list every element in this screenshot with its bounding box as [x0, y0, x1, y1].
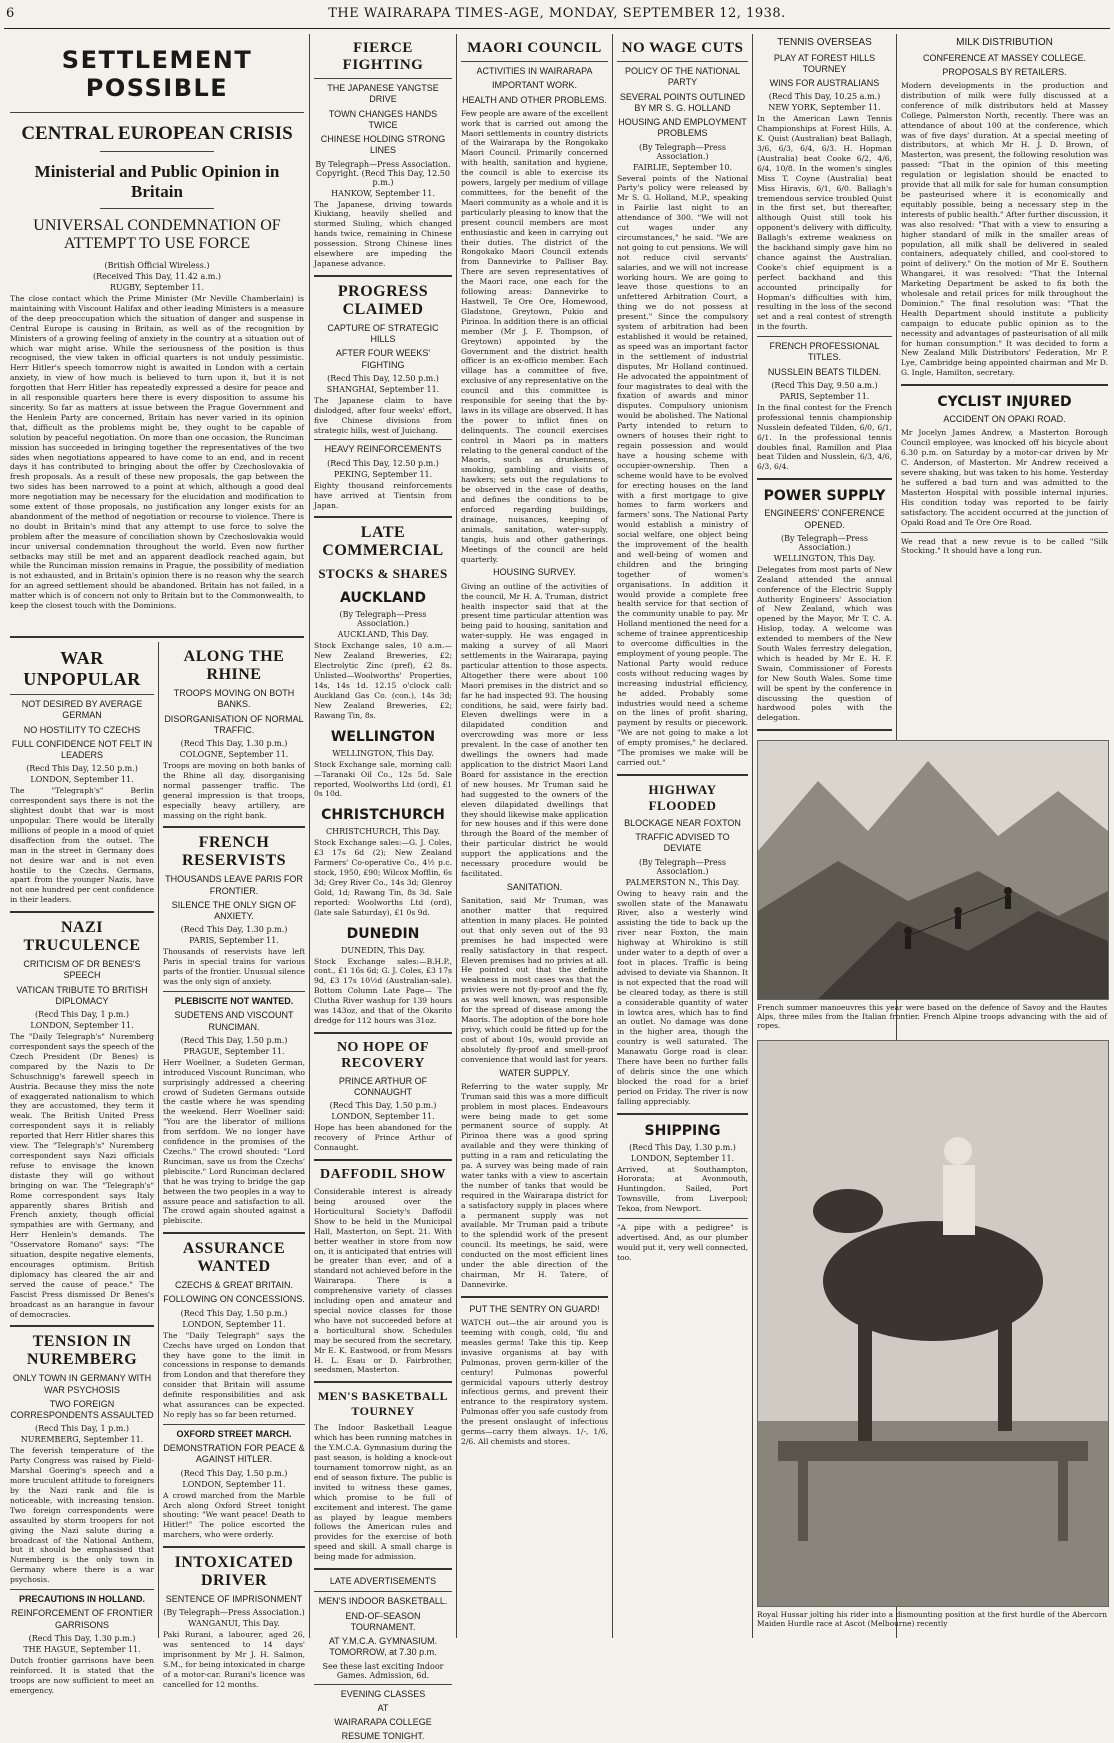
tension-body: The feverish temperature of the Party Congress was raised by Field-Marshal Goering's speech and a more truculent attitude to foreigners by the Nazi rank and file is noticeable, with increasing tension. Two foreign correspondents were assaulted by storm troopers for not giving the Nazi salute during a broadcast of the National Anthem, but it should be emphasised that Nuremberg is the only town in Germany where there is a war psychosis. [10, 1446, 154, 1585]
lead-story [10, 34, 304, 634]
lead-subhead-crisis: CENTRAL EUROPEAN CRISIS [21, 123, 293, 144]
assurance-sub1: CZECHS & GREAT BRITAIN. [174, 1280, 293, 1291]
col5 [617, 34, 748, 1634]
highway-sub1: BLOCKAGE NEAR FOXTON [624, 817, 741, 828]
plebiscite-headline: PLEBISCITE NOT WANTED. [174, 996, 294, 1007]
cyclist-headline: CYCLIST INJURED [937, 394, 1072, 411]
maori-body1: Few people are aware of the excellent work that is carried out among the Maori settlements in country districts of the Wairarapa by the Rongokako Maori Council. Primarily concerned with health, sanitation and hygiene, the council is able to exercise its powers, largely per medium of village committees, for the benefit of the Maori community as a whole and it is particularly pleasing to know that the present council members are most enthusiastic and keen in carrying out their duties. The district of the Rongokako Maori Council extends from Dannevirke to Palliser Bay. There are seven representatives of the Maori race, one each for the following areas: Dannevirke to Hastwell, Te Ore Ore, Homewood, Gladstone, Greytown, Pukio and Pirinoa. In addition there is an official member (Mr J. F. Thompson, of Greytown) appointed by the Government and the district health officer is an ex-officio member. Each village has a committee of five, exclusive of any representative on the council and this committee is responsible for seeing that the by-laws in its village are observed. It has the power to inflict fines on delinquents. The council exercises control in Maori pa in matters relating to the general conduct of the Maoris, such as drunkenness, smoking, gambling and visits of hawkers; sets out the regulations to be observed in the case of deaths, and defines the conditions to be enforced regarding buildings, drainage, nuisances, keeping of animals, sanitation, water-supply, tangis, huis and other gatherings. Meetings of the council are held quarterly. [461, 108, 609, 564]
reservists-headline: FRENCH RESERVISTS [181, 834, 287, 870]
milk-sub1: CONFERENCE AT MASSEY COLLEGE. [922, 52, 1087, 63]
col4 [461, 34, 608, 1634]
maori-sub1: ACTIVITIES IN WAIRARAPA [476, 66, 593, 76]
ad1-line3: AT Y.M.C.A. GYMNASIUM. TOMORROW, at 7.30 p.m. [328, 1636, 438, 1658]
commercial-sub1: STOCKS & SHARES [318, 566, 448, 582]
housing-head: HOUSING SURVEY. [493, 567, 576, 578]
wellington-body: Stock Exchange sale, morning call: —Taranaki Oil Co., 12s 5d. Sale reported, Woolworths Ltd (ord), £1 0s 10d. [314, 759, 452, 799]
wage-sub1: POLICY OF THE NATIONAL PARTY [624, 66, 741, 88]
wage-headline: NO WAGE CUTS [621, 40, 744, 56]
water-head: WATER SUPPLY. [499, 1067, 570, 1078]
war-unpopular-sub3: FULL CONFIDENCE NOT FELT IN LEADERS [11, 738, 153, 760]
tennis-received: (Recd This Day, 10.25 a.m.) [768, 92, 881, 102]
fierce-sub1: THE JAPANESE YANGTSE DRIVE [327, 83, 439, 105]
driver-dateline: WANGANUI, This Day. [188, 1619, 280, 1629]
plebiscite-sub1: SUDETENS AND VISCOUNT RUNCIMAN. [174, 1010, 294, 1032]
lead-source: (British Official Wireless.) [104, 261, 210, 270]
tennis-headline: TENNIS OVERSEAS [777, 37, 872, 48]
heavy-headline: HEAVY REINFORCEMENTS [324, 444, 442, 455]
photo-alpine-troops [757, 740, 1107, 1028]
col6 [757, 34, 892, 734]
maori-sub2: IMPORTANT WORK. [491, 80, 577, 91]
highway-sub2: TRAFFIC ADVISED TO DEVIATE [635, 832, 730, 854]
fierce-received: By Telegraph—Press Association. Copyright. (Recd This Day, 12.50 p.m.) [315, 159, 451, 187]
recovery-body: Hope has been abandoned for the recovery of Prince Arthur of Connaught. [314, 1123, 452, 1153]
power-sub1: ENGINEERS' CONFERENCE OPENED. [764, 508, 885, 530]
nazi-truculence-dateline: LONDON, September 11. [30, 1021, 134, 1031]
tennis-sub1: PLAY AT FOREST HILLS TOURNEY [773, 52, 876, 74]
oxford-dateline: LONDON, September 11. [182, 1479, 286, 1489]
ad1-line1: MEN'S INDOOR BASKETBALL. [318, 1596, 448, 1607]
wellington-dateline: WELLINGTON, This Day. [332, 748, 434, 758]
column-rule [456, 34, 457, 1638]
daffodil-headline: DAFFODIL SHOW [320, 1167, 446, 1183]
maori-body4: Referring to the water supply, Mr Truman said this was a more difficult problem in most places. Endeavours were being made to get some permanent source of supply. At Pirinoa there was a good spring available and they were thinking of putting in a ram and reticulating the pa. A survey was being made of rain water tanks with a view to ascertain the number of tanks that would be required in the Wairarapa district for a satisfactory supply in places where a permanent supply was not available. Mr Truman paid a tribute to the splendid work of the present council. Its meetings, he said, were conducted on the most efficient lines under the able direction of the chairman, Mr H. Tatere, of Dannevirke. [461, 1081, 608, 1289]
fierce-body: The Japanese, driving towards Kiukiang, heavily shelled and stormed Siuling, which changed hands twice, remaining in Chinese possession. Strong Chinese lines elsewhere are impeding the Japanese advance. [314, 199, 452, 268]
war-unpopular-sub1: NOT DESIRED BY AVERAGE GERMAN [21, 699, 143, 721]
fierce-sub3: CHINESE HOLDING STRONG LINES [320, 134, 446, 156]
french-titles-received: (Recd This Day, 9.50 a.m.) [771, 380, 878, 390]
wage-sub3: HOUSING AND EMPLOYMENT PROBLEMS [618, 117, 747, 139]
ad1-line4: See these last exciting Indoor Games. Admission, 6d. [322, 1661, 444, 1680]
column-rule [752, 34, 753, 1638]
progress-sub1: CAPTURE OF STRATEGIC HILLS [327, 322, 439, 345]
sanitation-head: SANITATION. [506, 881, 563, 892]
shipping-headline: SHIPPING [644, 1122, 721, 1139]
precautions-received: (Recd This Day, 1.30 p.m.) [28, 1633, 136, 1643]
nazi-truculence-received: (Recd This Day, 1 p.m.) [35, 1010, 129, 1020]
heavy-received: (Recd This Day, 12.50 p.m.) [327, 458, 439, 468]
alpine-troops-image [757, 740, 1109, 1000]
wellington-head: WELLINGTON [330, 728, 436, 745]
ad2-line1: EVENING CLASSES [340, 1688, 426, 1699]
rhine-dateline: COLOGNE, September 11. [179, 750, 289, 759]
war-unpopular-headline: WAR UNPOPULAR [23, 648, 141, 689]
mountain-scene [758, 741, 1108, 999]
precautions-dateline: THE HAGUE, September 11. [23, 1644, 141, 1654]
horse-scene [758, 1041, 1108, 1606]
auckland-head: AUCKLAND [340, 590, 426, 607]
column-rule [612, 34, 613, 1638]
driver-sub1: SENTENCE OF IMPRISONMENT [165, 1594, 303, 1605]
plebiscite-body: Herr Woellner, a Sudeten German, introduced Viscount Runciman, who surprisingly addressed a cheering crowd of Sudeten Germans outside the castle where he was spending the weekend. Herr Woellner said: "You are the liberator of millions from serfdom. We no longer have confidence in the promises of the Czechs." The crowd shouted: "Lord Runciman, save us from the Czechs' plebiscite." Lord Runciman declared that he was trying to bridge the gap between the two peoples in a way to assure peace and satisfaction to all. The crowd again shouted against a plebiscite. [163, 1057, 305, 1226]
rhine-sub1: TROOPS MOVING ON BOTH BANKS. [173, 688, 295, 710]
tennis-sub2: WINS FOR AUSTRALIANS [769, 78, 880, 88]
wage-sub2: SEVERAL POINTS OUTLINED BY MR S. G. HOLLAND [619, 91, 746, 113]
french-titles-body: In the final contest for the French professional tennis championship Nusslein defeated Tilden, 6/0, 6/1, 6/1. In the professional tennis doubles final, Ramillon and Plaa beat Tilden and Nusslein, 6/3, 4/6, 6/3, 6/4. [757, 402, 892, 472]
precautions-sub1: REINFORCEMENT OF FRONTIER GARRISONS [11, 1608, 153, 1630]
heavy-body: Eighty thousand reinforcements have arrived at Tientsin from Japan. [314, 480, 452, 510]
wage-body: Several points of the National Party's policy were released by Mr S. G. Holland, M.P., speaking in Fairlie last night to an attendance of 300. "We will not cut wages under any circumstances," he said. "We are not going to cut pensions. We will not reduce civil servants' salaries, and we will not increase working hours. We are going to leave those questions to an unfettered Arbitration Court, a thing we do not possess at present." Since the compulsory system of arbitration had been established it would be retained, as speed was an important factor in the settlement of industrial disputes, Mr Holland continued. He advocated the appointment of four magistrates to deal with the fixation of awards and minor disputes. Compulsory unionism would be abolished. The National Party intended to return to owners of houses their right to regain possession and would have a housing scheme with occupier-ownership. Then a scheme would have to be evolved for erecting houses on the land with a first mortgage to give homes to farm workers and farmers' sons. The National Party would establish a ministry of social welfare, one object being the improvement of the health and well-being of women and children and the bringing together of women's organisations. In addition it would provide a complete free health service for that section of the community unable to pay. Mr Holland mentioned the need for a scheme of trainee apprenticeship to overcome difficulties in the employment of young people. The National Party would reduce costs without reducing wages by increasing industrial efficiency, he added. Probably some industries would need a scheme on the lines of profit sharing, payment by results or piecework. "We are not going to make a lot of empty promises," he declared. "The promises we make will be carried out." [617, 173, 748, 767]
lead-received: (Received This Day, 11.42 a.m.) [93, 272, 221, 281]
rhine-headline: ALONG THE RHINE [183, 648, 285, 683]
reservists-received: (Recd This Day, 1.30 p.m.) [180, 925, 288, 935]
driver-headline: INTOXICATED DRIVER [174, 1554, 294, 1590]
pipe-filler: "A pipe with a pedigree" is advertised. And, as our plumber would put it, very well connected, too. [617, 1223, 748, 1262]
oxford-headline: OXFORD STREET MARCH. [176, 1428, 292, 1439]
driver-body: Paki Rurani, a labourer, aged 26, was sentenced to 14 days' imprisonment by Mr J. H. Salmon, S.M., for being intoxicated in charge of a motor-car. Rurani's licence was cancelled for 12 months. [163, 1630, 305, 1689]
alpine-troops-caption: French summer manoeuvres this year were based on the defence of Savoy and the Hautes Alps, three miles from the Italian frontier. French Alpine troops advancing with the aid of ropes. [757, 1003, 1107, 1030]
highway-received: (By Telegraph—Press Association.) [639, 857, 726, 876]
plebiscite-received: (Recd This Day, 1.50 p.m.) [180, 1035, 288, 1045]
assurance-sub2: FOLLOWING ON CONCESSIONS. [163, 1294, 305, 1305]
progress-headline: PROGRESS CLAIMED [337, 282, 429, 318]
late-ads-headline: LATE ADVERTISEMENTS [329, 1576, 437, 1587]
daffodil-body: Considerable interest is already being aroused over the Horticultural Society's Daffodil Show to be held in the Municipal Hall, Masterton, on Sept. 21. With better weather in store from now on, it is anticipated that entries will be greater than ever, and of a standard not achieved before in the Wairarapa. There is a comprehensive variety of classes including open and amateur and special novice classes for those who have not succeeded before at a horticultural show. Schedules may be secured from the secretary, Mr E. K. Eastwood, or from Messrs H. L. Esau or D. Fairbrother, seedsmen, Masterton. [314, 1187, 452, 1375]
basketball-headline: MEN'S BASKETBALL TOURNEY [317, 1389, 449, 1419]
assurance-dateline: LONDON, September 11. [182, 1319, 286, 1329]
nazi-truculence-sub1: CRITICISM OF DR BENES'S SPEECH [23, 959, 141, 981]
war-unpopular-body: The "Telegraph's" Berlin correspondent says there is not the slightest doubt that war is most unpopular. There would be literally millions of people in a mood of quiet disaffection from the outset. The man in the street in Germany does not desire war and is not even hostile to the Czechs. Germans, apart from the younger Nazis, have not one hundred per cent confidence in their leaders. [10, 786, 154, 905]
ad2-line3: WAIRARAPA COLLEGE [334, 1717, 432, 1728]
war-unpopular-sub2: NO HOSTILITY TO CZECHS [23, 724, 141, 735]
dunedin-dateline: DUNEDIN, This Day. [340, 945, 426, 955]
lead-body: The close contact which the Prime Minister (Mr Neville Chamberlain) is maintaining with Viscount Halifax and other leading Ministers is a measure of the deep preoccupation which the situation of danger and suspense in Central Europe is causing in Britain, as well as of the recognition by Ministers of a growing feeling of anxiety in the country at a situation out of which war might arise. While the seriousness of the position is thus recognised, the view taken in official quarters is not unduly pessimistic. Herr Hitler's speech tomorrow night is awaited in London with a certain anxiety, in view of how much is believed to turn upon it, but it is not forgotten that Herr Hitler has repeatedly expressed a desire for peace and in all responsible quarters here there is every disposition to assume his sincerity. So far as matters at issue between the Prague Government and the Henlein Party are concerned, Britain has never varied in its opinion that, difficult as the problems might be, they ought to be capable of solution by peaceful negotiation. On more than one occasion, the Runciman mission has succeeded in bringing together the representatives of the two sides when negotiations appeared to have come to an end, and in recent days it has contributed to bringing about the offer by Czechoslovakia of fresh proposals. As a result of these new proposals, the gap between the two sides has been narrowed to a point at which, although a good deal more negotiation may be necessary for the elucidation and modification to some extent of those proposals, no justification any longer exists for an abandonment of the method of negotiation or recourse to violence. There is no doubt in Britain's mind that any attempt to use force to solve the problem after the measure of conciliation shown by Czechoslovakia would incur universal condemnation throughout the world. Even now further setbacks may still be met and an apparent deadlock reached again, but while the Runciman mission remains in Prague, the possibility of mediation is not exhausted, and in Britain's opinion there is no reason why the search for an agreed settlement should be abandoned. Britain has not failed, in a matter which is of concern not only to Britain but to the Commonwealth, to keep the closest touch with the Dominions. [10, 294, 304, 611]
tension-sub1: ONLY TOWN IN GERMANY WITH WAR PSYCHOSIS [12, 1373, 152, 1395]
tension-headline: TENSION IN NUREMBERG [26, 1333, 138, 1369]
recovery-dateline: LONDON, September 11. [331, 1112, 435, 1122]
commercial-headline: LATE COMMERCIAL [322, 524, 444, 560]
silk-stocking-filler: We read that a new revue is to be called "Silk Stocking." It should have a long run. [901, 536, 1108, 556]
recovery-sub1: PRINCE ARTHUR OF CONNAUGHT [338, 1075, 428, 1098]
french-titles-headline: FRENCH PROFESSIONAL TITLES. [769, 341, 880, 363]
auckland-source: (By Telegraph—Press Association.) [339, 610, 427, 629]
milk-headline: MILK DISTRIBUTION [956, 37, 1053, 48]
war-unpopular-received: (Recd This Day, 12.50 p.m.) [26, 764, 138, 774]
dunedin-body: Stock Exchange sales:—B.H.P., cont., £1 16s 6d; G. J. Coles, £3 17s 9d, £3 17s 10½d (Australian-sale). Bottom Column Late Page— The Clutha River washup for 139 hours was 143oz, and that of the Okarito dredge for 112 hours was 31oz. [314, 956, 452, 1025]
maori-sub3: HEALTH AND OTHER PROBLEMS. [462, 94, 607, 105]
reservists-sub2: SILENCE THE ONLY SIGN OF ANXIETY. [171, 899, 297, 922]
wage-received: (By Telegraph—Press Association.) [639, 142, 726, 161]
ad2-line4: RESUME TONIGHT. [341, 1731, 425, 1742]
rhine-sub2: DISORGANISATION OF NORMAL TRAFFIC. [164, 713, 304, 735]
reservists-body: Thousands of reservists have left Paris in special trains for various parts of the frontier. Unusual silence was the only sign of anxiety. [163, 947, 305, 987]
tennis-dateline: NEW YORK, September 11. [768, 103, 881, 113]
assurance-headline: ASSURANCE WANTED [182, 1240, 286, 1276]
war-unpopular-dateline: LONDON, September 11. [30, 775, 134, 785]
lead-dateline: RUGBY, September 11. [109, 283, 205, 292]
nazi-truculence-sub2: VATICAN TRIBUTE TO BRITISH DIPLOMACY [16, 984, 148, 1006]
wage-dateline: FAIRLIE, September 10. [632, 162, 733, 172]
power-received: (By Telegraph—Press Association.) [781, 533, 868, 552]
col3 [314, 34, 452, 1742]
column-rule [158, 642, 159, 1638]
dunedin-head: DUNEDIN [346, 925, 420, 942]
progress-received: (Recd This Day, 12.50 p.m.) [327, 373, 439, 383]
maori-headline: MAORI COUNCIL [467, 40, 602, 56]
french-titles-dateline: PARIS, September 11. [779, 391, 870, 401]
assurance-received: (Recd This Day, 1.50 p.m.) [180, 1308, 288, 1318]
newspaper-title: THE WAIRARAPA TIMES-AGE, MONDAY, SEPTEMBER 12, 1938. [328, 6, 786, 21]
progress-sub2: AFTER FOUR WEEKS' FIGHTING [335, 348, 431, 370]
masthead [0, 0, 1114, 30]
fierce-dateline: HANKOW, September 11. [331, 188, 435, 198]
french-titles-sub1: NUSSLEIN BEATS TILDEN. [767, 366, 882, 377]
col1-lower [10, 642, 154, 1695]
nazi-truculence-headline: NAZI TRUCULENCE [23, 919, 141, 955]
fierce-headline: FIERCE FIGHTING [342, 40, 424, 73]
milk-sub2: PROPOSALS BY RETAILERS. [942, 66, 1067, 77]
basketball-body: The Indoor Basketball League which has been running matches in the Y.M.C.A. Gymnasium during the past season, is holding a knock-out tournament tomorrow night, as an end of season fixture. The public is invited to witness these games, which promise to be full of excitement and interest. The game as played by league members follows the American rules and provides for the exercise of both speed and skill. A small charge is being made for admission. [314, 1423, 452, 1562]
auckland-dateline: AUCKLAND, This Day. [337, 630, 429, 640]
col7 [901, 34, 1108, 734]
cyclist-body: Mr Jocelyn James Andrew, a Masterton Borough Council employee, was knocked off his bicycle about 6.30 p.m. on Saturday by a motor-car driven by Mr C. Anderson, of Masterton. Mr Andrew received a severe shaking, but was taken to his home. Yesterday he suffered a bad turn and was admitted to the Masterton Hospital with possible internal injuries. His condition today was reported to be fairly satisfactory. The accident occurred at the junction of Opaki Road and Te Ore Ore Road. [901, 428, 1108, 527]
page-number: 6 [6, 6, 15, 21]
tennis-body: In the American Lawn Tennis Championships at Forest Hills, A. K. Quist (Australian) beat Ballagh, 3/6, 6/3, 6/4, 6/3. H. Hopman (Australia) beat Cooke 6/2, 4/6, 6/4, 10/8. In the women's singles Miss T. Coyne (Australia) beat Miss Hiravis, 6/1, 6/0. Ballagh's tremendous service troubled Quist in the first set, but thereafter, although Quist still took his opponent's delivery with difficulty, Ballagh's extreme weakness on the backhand simply gave him no chance against the Australian. Cooke's chief equipment is a perfect backhand and this accounted principally for Hopman's difficulties with him, resulting in the loss of the second set and a real contest of strength in the fourth. [757, 114, 892, 332]
tension-received: (Recd This Day, 1 p.m.) [35, 1424, 129, 1434]
sentry-head: PUT THE SENTRY ON GUARD! [469, 1303, 600, 1314]
lead-subhead-condemnation: UNIVERSAL CONDEMNATION OF ATTEMPT TO USE FORCE [33, 217, 281, 252]
hurdle-race-image [757, 1040, 1109, 1607]
lead-subhead-opinion: Ministerial and Public Opinion in Britain [34, 162, 280, 201]
tension-dateline: NUREMBERG, September 11. [20, 1435, 144, 1445]
christchurch-body: Stock Exchange sales:—G. J. Coles, £3 17s 6d (2); New Zealand Farmers' Co-operative Co., 4½ p.c. stock, 1950, £90; Wilcox Mofflin, 6s 3d; Grey River Co., 14s 3d; Glenroy Gold, 1d; Rawang Tin, 8s 3d. Sale reported: Woolworths Ltd (ord), (late sale Saturday), £1 0s 9d. [314, 838, 452, 917]
cyclist-sub1: ACCIDENT ON OPAKI ROAD. [943, 414, 1066, 425]
precautions-headline: PRECAUTIONS IN HOLLAND. [19, 1594, 145, 1605]
highway-body: Owing to heavy rain and the swollen state of the Manawatu River, also a westerly wind assisting the tide to back up the river near Foxton, the main highway at Whirokino is still under water to a depth of over a foot in places. Traffic is being advised to deviate via Shannon. It is not expected that the road will be cleared today, as there is still a considerable quantity of water in lowtca ares, which has to find an outlet. No damage was done in the higher area, though the country is well saturated. The Manawatu Gorge road is clear. There have been no further falls of debris since the one which blocked the road for a brief period on Friday. The river is now falling appreciably. [617, 888, 748, 1106]
rhine-received: (Recd This Day, 1.30 p.m.) [180, 739, 288, 748]
oxford-body: A crowd marched from the Marble Arch along Oxford Street tonight shouting: "We want peace! Death to Hitler!" The police escorted the marchers, who were orderly. [163, 1490, 305, 1540]
hurdle-race-caption: Royal Hussar jolting his rider into a dismounting position at the first hurdle of the Abercorn Maiden Hurdle race at Ascot (Melbourne) recently [757, 1610, 1107, 1628]
progress-body: The Japanese claim to have dislodged, after four weeks' effort, five Chinese divisions from strategic hills, west of Juichang. [314, 395, 452, 435]
milk-body: Modern developments in the production and distribution of milk were fully discussed at a conference of milk distributors held at Massey College, Palmerston North, recently. There was an attendance of about 100 at the conference, which was of five days' duration. At a special meeting of distributors, at which Mr H. J. D. Brown, of Masterton, was present, the following resolution was passed: "That in the opinion of this meeting regulation or legislation should be enacted to provide that all milk for sale for human consumption be pasteurised where it is economically and equitably possible, being a necessary step in the interests of public health." After further discussion, it was also resolved: "That with a view to ensuring a higher standard of milk in the smaller areas of population, all milk shall be delivered in sealed containers, adequately chilled, and cool-stored to point of delivery." On the motion of Mr E. Southern Whangarei, it was resolved: "That the Internal Marketing Department be asked to fix both the wholesale and retail prices for milk throughout the Dominion." The final resolution was: "That the Health Department should institute a publicity campaign to educate public opinion as to the necessity and advantages of pasteurisation of all milk for human consumption." It was decided to form a New Zealand Milk Distributors' Federation, Mr P. Lye, Cambridge being appointed chairman and Mr D. G. Ingle, Hamilton, secretary. [901, 81, 1108, 378]
highway-headline: HIGHWAY FLOODED [648, 781, 717, 813]
auckland-body: Stock Exchange sales, 10 a.m.—New Zealand Breweries, £2; Electrolytic Zinc (pref), £2 8s. Unlisted—Woolworths' Properties, 14s, 14s 1d. 12.15 o'clock call: Auckland Gas Co. (con.), 14s 3d; New Zealand Breweries, £2; Rawang Tin, 8s. [314, 641, 452, 720]
assurance-body: The "Daily Telegraph" says the Czechs have urged on London that they have gone to the limit in concessions in response to demands from London and that therefore they consider that Britain will assume definite responsibilities and ask what assurances can be expected. No reply has so far been returned. [163, 1330, 305, 1419]
reservists-dateline: PARIS, September 11. [189, 936, 279, 946]
power-headline: POWER SUPPLY [763, 488, 886, 505]
christchurch-dateline: CHRISTCHURCH, This Day. [325, 827, 441, 837]
nazi-truculence-body: The "Daily Telegraph's" Nuremberg correspondent says the speech of the Czech President (Dr Benes) is compared by the Nazis to Dr Schuschnigg's farewell speech in Austria. Because they miss the note of exaggerated nationalism to which they are accustomed, they term it weak. The British United Press correspondent says it is reliably reported that Herr Hitler shares this view. The "Telegraph's" Nuremberg correspondent says Nazi officials refuse to envisage the known distaste they will go without bringing on war. The "Telegraph's" Rome correspondent says Italy apparently shares British and French anxiety, though official sympathies are with Germany, and Herr Henlein's demands. The "Osservatore Romano" says: "The situation, despite negative elements, encourages optimism. British diplomacy has cleared the air and served the cause of peace." The Fascist Press dismissed Dr Benes's broadcast as an harangue in favour of democracies. [10, 1032, 154, 1319]
col2-lower [163, 642, 305, 1689]
ad1-line2: END-OF-SEASON TOURNAMENT. [345, 1610, 421, 1632]
fierce-sub2: TOWN CHANGES HANDS TWICE [328, 108, 438, 130]
recovery-headline: NO HOPE OF RECOVERY [336, 1039, 430, 1071]
precautions-body: Dutch frontier garrisons have been reinforced. It is stated that the troops are now sufficient to meet an emergency. [10, 1655, 154, 1695]
christchurch-head: CHRISTCHURCH [321, 807, 445, 824]
sentry-body: WATCH out—the air around you is teeming with cough, cold, 'flu and measles germs! Take this tip. Keep invasive organisms at bay with Pulmonas, proven germ-killer of the century! Pulmonas powerful germicidal vapours utterly destroy infectious germs, and prevent their entrance to the respiratory system. Pulmonas offer you safe custody from the present onslaught of infectious germs—carry them always. 1/-, 1/6, 2/6. All chemists and stores. [461, 1318, 608, 1446]
power-dateline: WELLINGTON, This Day. [773, 553, 876, 563]
section-rule [10, 636, 304, 638]
maori-body3: Sanitation, said Mr Truman, was another matter that required attention in many places. He pointed out that only seven out of the 93 premises he had inspected were really satisfactory in that respect. Eleven premises had no privies at all. He pointed out that the definite weakness in most cases was that the privies were not fly-proof and the fly, as was well known, was responsible for the spread of disease among the Maoris. The adoption of the bore hole privy, which could be fitted up for the cost of about 10s, would provide an absolutely fly-proof and smell-proof convenience that would last for years. [461, 896, 608, 1064]
rhine-body: Troops are moving on both banks of the Rhine all day, disorganising normal passenger traffic. The general impression is that troops, especially heavy artillery, are massing on the right bank. [163, 761, 305, 820]
oxford-sub1: DEMONSTRATION FOR PEACE & AGAINST HITLER. [163, 1443, 305, 1465]
masthead-rule [4, 28, 1110, 29]
photo-hurdle-race [757, 1040, 1107, 1640]
recovery-received: (Recd This Day, 1.50 p.m.) [329, 1101, 437, 1111]
progress-dateline: SHANGHAI, September 11. [326, 384, 440, 394]
power-body: Delegates from most parts of New Zealand attended the annual conference of the Electric Supply Authority Engineers' Association of New Zealand, which was opened by the Mayor, Mr T. C. A. Hislop, today. A welcome was extended to members of the New South Wales ferrestry delegation, which is headed by Mr E. H. F. Swain, Commissioner of Forests for New South Wales. Some time will be spent by the conference in discussing the question of hardwood poles with the delegation. [757, 564, 892, 723]
shipping-received: (Recd This Day, 1.30 p.m.) [629, 1142, 736, 1152]
tension-sub2: TWO FOREIGN CORRESPONDENTS ASSAULTED [10, 1398, 154, 1421]
column-rule [309, 34, 310, 1638]
highway-dateline: PALMERSTON N., This Day. [625, 877, 740, 887]
maori-body2: Giving an outline of the activities of the council, Mr H. A. Truman, district health inspector said that at the present time particular attention was being paid to housing, sanitation and water-supply. He was engaged in making a survey of all Maori settlements in the Wairarapa, paying particular attention to those aspects. Altogether there were about 100 Maori premises in the district and so far he had inspected 93. The housing conditions, he said, were fairly bad. Eleven dwellings were in a dilapidated condition and overcrowding was more or less prevalent. In the case of another ten dwellings the owners had made application to the district Maori Land Board for assistance in the erection of new houses. Mr Truman said he had suggested to the owners of the eleven dilapidated dwellings that they should likewise make application for new houses and if this were done through the Board of the member of their particular district he would support the applications and the necessary procedure would be facilitated. [461, 581, 608, 878]
ad2-line2: AT [377, 1702, 389, 1713]
shipping-dateline: LONDON, September 11. [630, 1153, 735, 1163]
reservists-sub1: THOUSANDS LEAVE PARIS FOR FRONTIER. [165, 874, 303, 896]
oxford-received: (Recd This Day, 1.50 p.m.) [180, 1468, 288, 1478]
heavy-dateline: PEKING, September 11. [333, 469, 433, 479]
lead-headline: SETTLEMENT POSSIBLE [61, 46, 253, 102]
plebiscite-dateline: PRAGUE, September 11. [183, 1046, 285, 1056]
driver-received: (By Telegraph—Press Association.) [163, 1608, 305, 1618]
shipping-body: Arrived, at Southampton, Hororata; at Avonmouth, Huntingdon. Sailed, Port Townsville, from Liverpool; Tekoa, from Newport. [617, 1164, 748, 1214]
